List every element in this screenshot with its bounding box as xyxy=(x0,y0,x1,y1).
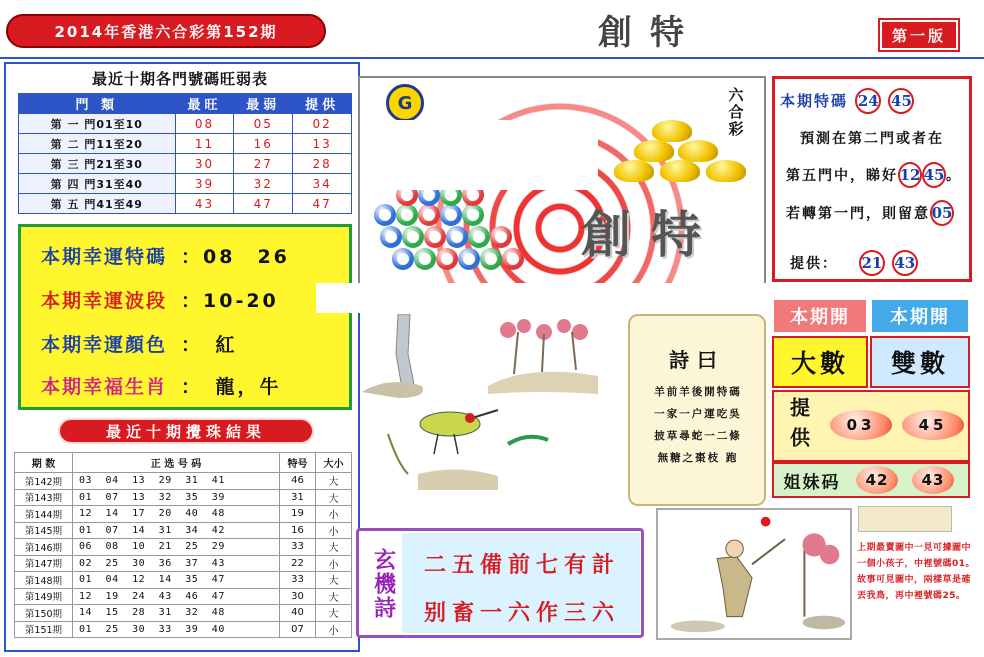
lucky-color-row xyxy=(41,325,238,361)
column-header: 期 数 xyxy=(15,453,73,473)
special-number: 12 xyxy=(898,162,922,188)
cold-cell: 05 xyxy=(234,114,293,134)
numbers-cell: 01 04 12 14 35 47 xyxy=(73,572,280,589)
draw-table-header xyxy=(15,453,352,473)
lucky-band-row xyxy=(41,281,279,317)
period-cell: 第143期 xyxy=(15,489,73,506)
poem-line: 披草尋蛇一二條 xyxy=(654,430,742,442)
special-number: 45 xyxy=(888,88,914,114)
door-cell: 第 二 門11至20 xyxy=(19,134,176,154)
table-row xyxy=(15,555,352,572)
sister-number: 42 xyxy=(856,466,898,494)
table-row xyxy=(15,572,352,589)
special-cell: 30 xyxy=(280,588,316,605)
poem-title: 詩曰 xyxy=(669,347,725,372)
special-line-row xyxy=(786,162,962,188)
offer-cell: 34 xyxy=(293,174,352,194)
blank-patch xyxy=(384,120,598,190)
numbers-cell: 12 19 24 43 46 47 xyxy=(73,588,280,605)
size-cell: 小 xyxy=(316,621,352,638)
special-line: 若轉第一門，則留意 xyxy=(786,206,930,222)
lottery-ball-icon xyxy=(392,248,414,270)
cold-cell: 16 xyxy=(234,134,293,154)
lottery-ball-icon xyxy=(418,204,440,226)
size-cell: 大 xyxy=(316,473,352,490)
special-heading: 本期特碼 xyxy=(780,92,849,110)
special-cell: 19 xyxy=(280,506,316,523)
edition-badge: 第一版 xyxy=(880,20,958,50)
column-header: 門 類 xyxy=(19,94,176,114)
special-number: 43 xyxy=(892,250,918,276)
size-cell: 大 xyxy=(316,539,352,556)
table-row xyxy=(15,506,352,523)
numbers-cell: 06 08 10 21 25 29 xyxy=(73,539,280,556)
door-cell: 第 五 門41至49 xyxy=(19,194,176,214)
column-header: 最弱 xyxy=(234,94,293,114)
lucky-box xyxy=(18,224,352,410)
table-row xyxy=(15,473,352,490)
lottery-ball-icon xyxy=(402,226,424,248)
child-illustration xyxy=(656,508,852,640)
hot-cell: 30 xyxy=(175,154,234,174)
column-header: 提供 xyxy=(293,94,352,114)
cold-cell: 32 xyxy=(234,174,293,194)
even-number-box: 雙數 xyxy=(870,336,970,388)
lottery-ball-icon xyxy=(424,226,446,248)
nature-illustration xyxy=(358,314,614,510)
special-cell: 33 xyxy=(280,572,316,589)
poem-line: 羊前羊後開特碼 xyxy=(654,386,742,398)
size-cell: 大 xyxy=(316,572,352,589)
special-number: 24 xyxy=(855,88,881,114)
lucky-value: ： 紅 xyxy=(181,333,238,356)
draw-results-title: 最近十期攪珠結果 xyxy=(58,418,314,444)
small-illustration xyxy=(858,506,952,532)
header-divider xyxy=(0,57,984,59)
period-cell: 第148期 xyxy=(15,572,73,589)
gold-ingot-icon xyxy=(660,160,700,182)
numbers-cell: 12 14 17 20 40 48 xyxy=(73,506,280,523)
offer-cell: 13 xyxy=(293,134,352,154)
lottery-ball-icon xyxy=(414,248,436,270)
lottery-ball-icon xyxy=(490,226,512,248)
table-row xyxy=(15,588,352,605)
numbers-cell: 01 07 13 32 35 39 xyxy=(73,489,280,506)
hint-text: 上期最賣圖中一見可據圖中一個小孩子，中裡號碼01。故事可見圖中，兩樣草是確丟我鳥，再中裡號碼25。 xyxy=(857,543,976,601)
poem-line: 一家一户運吃吳 xyxy=(654,408,742,420)
lottery-ball-icon xyxy=(468,226,490,248)
special-cell: 22 xyxy=(280,555,316,572)
special-cell: 07 xyxy=(280,621,316,638)
special-cell: 46 xyxy=(280,473,316,490)
gold-ingot-icon xyxy=(634,140,674,162)
special-provide-label: 提供： xyxy=(790,256,838,272)
door-cell: 第 一 門01至10 xyxy=(19,114,176,134)
table-row xyxy=(19,154,352,174)
lottery-logo: G xyxy=(386,84,424,122)
hot-cell: 08 xyxy=(175,114,234,134)
provide-label: 提供 xyxy=(786,397,811,457)
table-row xyxy=(15,522,352,539)
offer-cell: 47 xyxy=(293,194,352,214)
period-cell: 第151期 xyxy=(15,621,73,638)
provide-number: 03 xyxy=(830,410,892,440)
lottery-ball-icon xyxy=(458,248,480,270)
size-cell: 大 xyxy=(316,588,352,605)
gold-ingot-icon xyxy=(706,160,746,182)
period-cell: 第147期 xyxy=(15,555,73,572)
liuhecai-label: 六合彩 xyxy=(726,86,745,138)
period-cell: 第149期 xyxy=(15,588,73,605)
period-cell: 第146期 xyxy=(15,539,73,556)
numbers-cell: 02 25 30 36 37 43 xyxy=(73,555,280,572)
period-cell: 第145期 xyxy=(15,522,73,539)
hot-cell: 39 xyxy=(175,174,234,194)
size-cell: 小 xyxy=(316,555,352,572)
issue-title-banner: 2014年香港六合彩第152期 xyxy=(6,14,326,48)
numbers-cell: 03 04 13 29 31 41 xyxy=(73,473,280,490)
big-number-box: 大數 xyxy=(772,336,868,388)
lucky-label: 本期幸運顏色 xyxy=(41,333,168,356)
table-row xyxy=(15,539,352,556)
lottery-ball-icon xyxy=(380,226,402,248)
column-header: 最旺 xyxy=(175,94,234,114)
hot-cell: 11 xyxy=(175,134,234,154)
sister-code-label: 姐妹码 xyxy=(783,472,841,493)
table-row xyxy=(15,605,352,622)
table-row xyxy=(15,621,352,638)
special-cell: 40 xyxy=(280,605,316,622)
stats-title: 最近十期各門號碼旺弱表 xyxy=(91,69,268,88)
offer-cell: 02 xyxy=(293,114,352,134)
lottery-ball-icon xyxy=(396,204,418,226)
special-line-end: 。 xyxy=(946,168,962,184)
special-cell: 31 xyxy=(280,489,316,506)
sister-number: 43 xyxy=(912,466,954,494)
lottery-ball-icon xyxy=(446,226,468,248)
poem-line: 無糖之棗枝 跑 xyxy=(657,452,739,464)
open-heading-left: 本期開 xyxy=(772,298,868,334)
door-stats-table xyxy=(18,93,352,214)
lucky-value: ： 龍，牛 xyxy=(181,375,282,398)
cold-cell: 27 xyxy=(234,154,293,174)
period-cell: 第144期 xyxy=(15,506,73,523)
lottery-brand-text: 創特 xyxy=(581,205,721,264)
lottery-ball-icon xyxy=(502,248,524,270)
special-line: 預測在第二門或者在 xyxy=(800,131,944,147)
lucky-label: 本期幸運波段 xyxy=(41,289,168,312)
column-header: 特号 xyxy=(280,453,316,473)
lottery-ball-icon xyxy=(480,248,502,270)
mystic-line: 二五備前七有計 xyxy=(423,552,620,578)
lottery-ball-icon xyxy=(374,204,396,226)
gold-ingot-icon xyxy=(614,160,654,182)
numbers-cell: 01 25 30 33 39 40 xyxy=(73,621,280,638)
special-provide-row xyxy=(790,250,918,276)
table-row xyxy=(19,134,352,154)
mystic-line: 别畜一六作三六 xyxy=(423,600,620,626)
special-number: 05 xyxy=(930,200,954,226)
lucky-value: ：10-20 xyxy=(181,289,279,312)
size-cell: 大 xyxy=(316,489,352,506)
table-row xyxy=(19,194,352,214)
numbers-cell: 01 07 14 31 34 42 xyxy=(73,522,280,539)
lottery-ball-icon xyxy=(462,204,484,226)
hot-cell: 43 xyxy=(175,194,234,214)
special-line-row xyxy=(786,200,954,226)
table-row xyxy=(19,174,352,194)
lucky-value: ：08 26 xyxy=(181,245,290,268)
column-header: 正 选 号 码 xyxy=(73,453,280,473)
door-cell: 第 四 門31至40 xyxy=(19,174,176,194)
special-cell: 16 xyxy=(280,522,316,539)
lucky-special-row xyxy=(41,237,290,273)
lottery-ball-icon xyxy=(440,204,462,226)
lucky-zodiac-row xyxy=(41,367,282,403)
gold-ingot-icon xyxy=(652,120,692,142)
size-cell: 小 xyxy=(316,506,352,523)
offer-cell: 28 xyxy=(293,154,352,174)
special-cell: 33 xyxy=(280,539,316,556)
table-row xyxy=(19,114,352,134)
gold-ingot-icon xyxy=(678,140,718,162)
size-cell: 大 xyxy=(316,605,352,622)
period-cell: 第150期 xyxy=(15,605,73,622)
special-number: 21 xyxy=(859,250,885,276)
draw-results-table xyxy=(14,452,352,638)
page-title: 創特 xyxy=(598,12,702,53)
numbers-cell: 14 15 28 31 32 48 xyxy=(73,605,280,622)
open-heading-right: 本期開 xyxy=(870,298,970,334)
special-line: 第五門中，睇好 xyxy=(786,168,898,184)
blank-patch xyxy=(316,283,804,313)
cold-cell: 47 xyxy=(234,194,293,214)
mystic-poem-label: 玄機詩 xyxy=(370,548,397,620)
special-heading-row xyxy=(780,88,914,114)
provide-number: 45 xyxy=(902,410,964,440)
door-table-header xyxy=(19,94,352,114)
lottery-ball-icon xyxy=(436,248,458,270)
door-cell: 第 三 門21至30 xyxy=(19,154,176,174)
lucky-label: 本期幸運特碼 xyxy=(41,245,168,268)
size-cell: 小 xyxy=(316,522,352,539)
lucky-label: 本期幸福生肖 xyxy=(41,375,168,398)
special-number: 45 xyxy=(922,162,946,188)
table-row xyxy=(15,489,352,506)
period-cell: 第142期 xyxy=(15,473,73,490)
column-header: 大小 xyxy=(316,453,352,473)
